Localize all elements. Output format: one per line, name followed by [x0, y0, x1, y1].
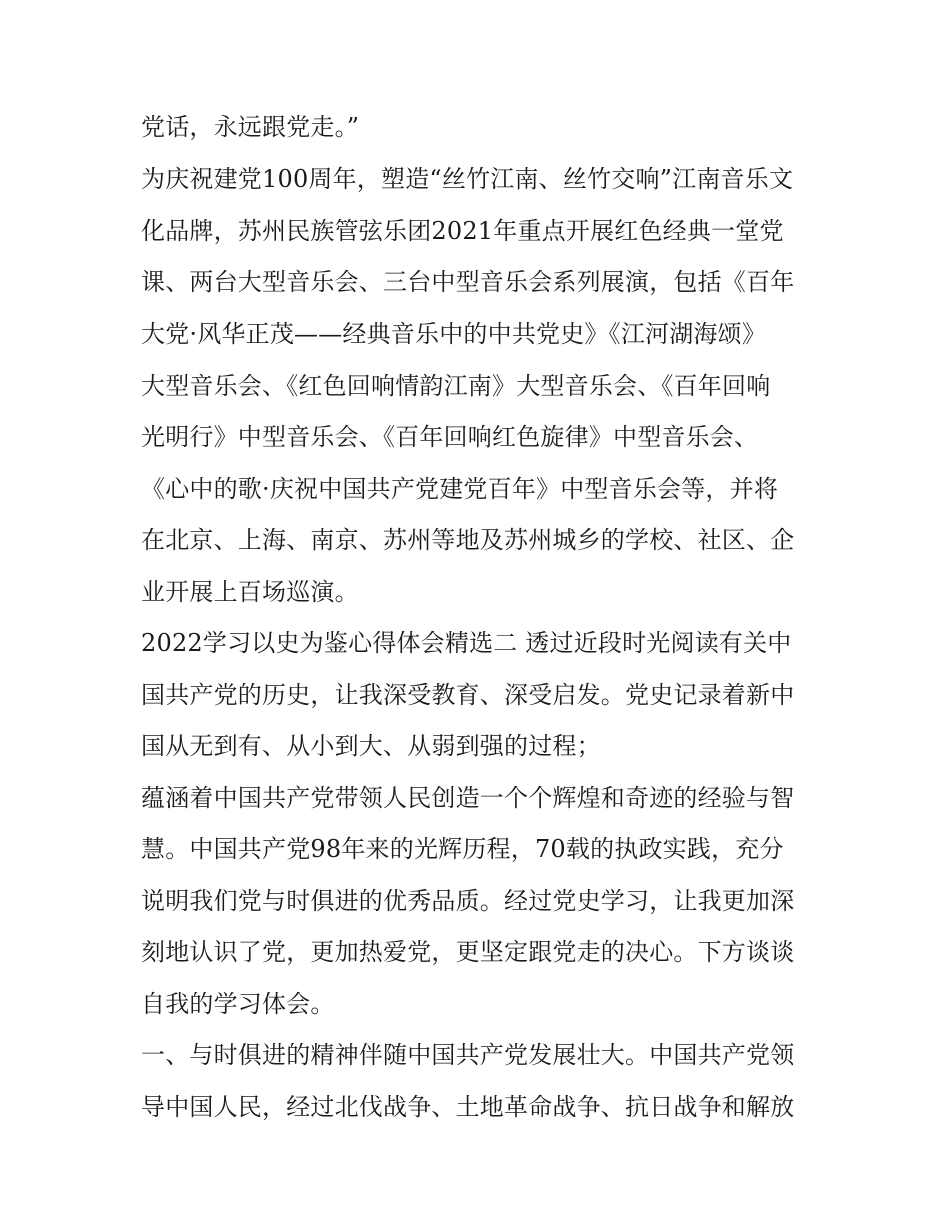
text-line: 2022学习以史为鉴心得体会精选二 透过近段时光阅读有关中 [141, 629, 792, 657]
text-line: 国共产党的历史，让我深受教育、深受启发。党史记录着新中 [141, 681, 795, 709]
text-line: 化品牌，苏州民族管弦乐团2021年重点开展红色经典一堂党 [141, 217, 784, 245]
text-line: 自我的学习体会。 [141, 990, 335, 1018]
text-line: 导中国人民，经过北伐战争、土地革命战争、抗日战争和解放 [141, 1093, 795, 1121]
text-line: 《心中的歌·庆祝中国共产党建党百年》中型音乐会等，并将 [141, 475, 779, 503]
text-line: 大型音乐会、《红色回响情韵江南》大型音乐会、《百年回响 [141, 372, 771, 400]
text-line: 蕴涵着中国共产党带领人民创造一个个辉煌和奇迹的经验与智 [141, 784, 795, 812]
text-line: 慧。中国共产党98年来的光辉历程，70载的执政实践，充分 [141, 835, 784, 863]
text-line: 为庆祝建党100周年，塑造“丝竹江南、丝竹交响”江南音乐文 [141, 165, 794, 193]
text-line: 党话，永远跟党走。” [141, 113, 360, 141]
text-line: 在北京、上海、南京、苏州等地及苏州城乡的学校、社区、企 [141, 526, 795, 554]
text-line: 说明我们党与时俱进的优秀品质。经过党史学习，让我更加深 [141, 887, 795, 915]
text-line: 光明行》中型音乐会、《百年回响红色旋律》中型音乐会、 [141, 423, 759, 451]
text-line: 刻地认识了党，更加热爱党，更坚定跟党走的决心。下方谈谈 [141, 938, 795, 966]
text-line: 大党·风华正茂——经典音乐中的中共党史》《江河湖海颂》 [141, 320, 767, 348]
text-line: 课、两台大型音乐会、三台中型音乐会系列展演，包括《百年 [141, 268, 795, 296]
text-line: 国从无到有、从小到大、从弱到强的过程； [141, 732, 601, 760]
text-line: 一、与时俱进的精神伴随中国共产党发展壮大。中国共产党领 [141, 1041, 795, 1069]
text-line: 业开展上百场巡演。 [141, 578, 359, 606]
